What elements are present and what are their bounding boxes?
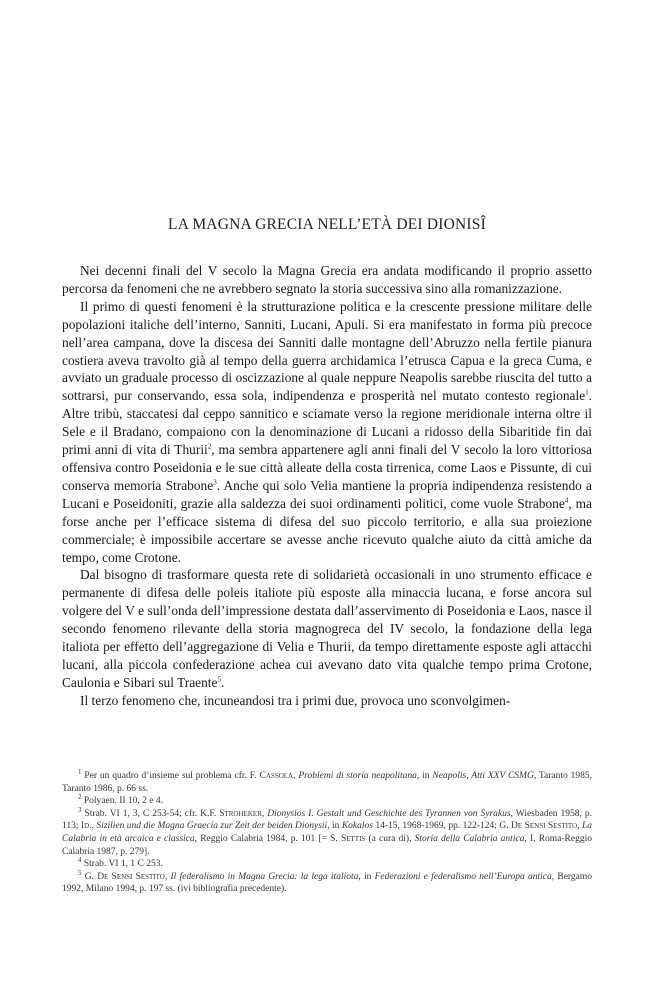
- text-run: ,: [293, 771, 299, 781]
- text-run: ,: [91, 821, 97, 832]
- italic-text: Dionysios I. Gestalt und Geschichte des Tyrannen von Syrakus: [267, 808, 511, 819]
- note-ref: 4: [564, 496, 569, 505]
- footnote: [62, 858, 592, 871]
- text-run: , Wiesbaden 1958, p. 113;: [62, 808, 593, 832]
- note-ref: 4: [78, 856, 82, 864]
- text-run: . Altre tribù, staccatesi dal ceppo sannitico e sciamate verso la regione meridionale interna oltre il Sele e il Bradano, compaiono con la denominazione di Lucani a ridosso della Sibaritide fin dai primi anni di vita di Thurii: [62, 388, 592, 458]
- text-run: , Taranto 1985, Taranto 1986, p. 66 ss.: [62, 771, 593, 794]
- text-run: , in: [358, 871, 375, 882]
- text-run: .: [220, 674, 225, 690]
- text-run: (a cura di),: [365, 833, 415, 844]
- text-run: ,: [577, 821, 582, 832]
- author-name: Id.: [80, 821, 92, 832]
- author-name: De Sensi Sestito: [511, 821, 578, 832]
- text-run: , in: [416, 771, 433, 781]
- footnote: [62, 767, 593, 795]
- author-name: Settis: [340, 833, 366, 844]
- italic-text: Sizilien und die Magna Graecia zur Zeit der beiden Dionysii: [96, 821, 328, 832]
- paragraph: [62, 692, 592, 710]
- note-ref: 1: [585, 388, 589, 397]
- text-run: Strab. VI 1, 1 C 253.: [81, 859, 163, 870]
- note-ref: 2: [207, 442, 212, 451]
- footnote: [62, 805, 593, 858]
- text-run: ,: [164, 871, 171, 882]
- text-run: , I, Roma-Reggio Calabria 1987, p. 279].: [62, 833, 592, 857]
- note-ref: 5: [78, 868, 82, 877]
- author-name: De Sensi Sestito: [97, 871, 165, 882]
- note-ref: 2: [78, 793, 82, 802]
- italic-text: La Calabria in età arcaica e classica: [62, 821, 592, 844]
- author-name: Stroheker: [219, 808, 262, 819]
- italic-text: Federazioni e federalismo nell’Europa antica: [374, 871, 552, 882]
- text-run: Dal bisogno di trasformare questa rete di solidarietà occasionali in uno strumento efficace e permanente di difesa delle poleis italiote più esposte alla minaccia lucana, e forse ancora sul volgere del V e sull’onda dell’impressione destata dall’asservimento di Poseidonia e Laos, nasce il secondo fenomeno rilevante della storia magnogreca del IV secolo, la fondazione della lega italiota per effetto dell’aggregazione di Velia e Thurii, da tempo direttamente esposte agli attacchi lucani, alla piccola confederazione achea cui avevano dato vita qualche tempo prima Crotone, Caulonia e Sibari sul Traente: [62, 567, 592, 690]
- italic-text: Storia della Calabria antica: [414, 833, 525, 844]
- text-run: , in: [327, 821, 342, 832]
- text-run: ,: [261, 808, 268, 819]
- italic-text: Problemi di storia neapolitana: [298, 771, 417, 781]
- text-run: Strab. VI 1, 3, C 253-54; cfr. K.F.: [81, 808, 220, 819]
- text-run: , Reggio Calabria 1984, p. 101 [= S.: [194, 833, 341, 844]
- text-run: Nei decenni finali del V secolo la Magna Grecia era andata modificando il proprio assetto percorsa da fenomeni che ne avrebbero segnato la storia successiva sino alla romanizzazione.: [62, 263, 592, 296]
- text-run: , Bergamo 1992, Milano 1994, p. 197 ss. (ivi bibliografia precedente).: [62, 871, 593, 895]
- footnote: [62, 795, 592, 808]
- paragraph: [62, 566, 592, 691]
- note-ref: 1: [78, 767, 82, 776]
- text-run: , ma forse anche per l’efficace sistema di difesa del suo piccolo territorio, e alla sua proiezione commerciale; è impossibile accertare se avesse anche ricevuto qualche aiuto da città amiche da tempo, come Crotone.: [62, 495, 592, 565]
- footnotes: [62, 767, 593, 896]
- paragraph: [62, 298, 592, 567]
- note-ref: 3: [78, 805, 82, 814]
- italic-text: Kokalos: [341, 821, 373, 832]
- chapter-title: LA MAGNA GRECIA NELL’ETÀ DEI DIONISÎ: [168, 216, 486, 233]
- text-run: . Anche qui solo Velia mantiene la propria indipendenza resistendo a Lucani e Poseidoniti, grazie alla saldezza dei suoi ordinamenti politici, come vuole Strabone: [62, 477, 592, 511]
- text-run: Per un quadro d’insieme sul problema cfr. F.: [81, 771, 260, 781]
- note-ref: 5: [217, 675, 221, 684]
- note-ref: 3: [213, 478, 217, 487]
- author-name: Cassola: [259, 771, 294, 781]
- footnote: [62, 868, 593, 896]
- italic-text: Neapolis, Atti XXV CSMG: [432, 771, 534, 781]
- italic-text: Il federalismo in Magna Grecia: la lega italiota: [170, 871, 359, 882]
- text-run: Il terzo fenomeno che, incuneandosi tra i primi due, provoca uno sconvolgimen-: [80, 692, 511, 708]
- text-run: , ma sembra appartenere agli anni finali del V secolo la loro vittoriosa offensiva contro Poseidonia e le sue città alleate della costa tirrenica, come Laos e Pissunte, di cui conserva memoria Strabone: [62, 442, 592, 493]
- text-run: 14-15, 1968-1969, pp. 122-124; G.: [372, 821, 512, 832]
- text-run: Il primo di questi fenomeni è la strutturazione politica e la crescente pressione militare delle popolazioni italiche dell’interno, Sanniti, Lucani, Apuli. Si era manifestato in forma più precoce nell’area campana, dove la discesa dei Sanniti dalle montagne dell’Abruzzo nella fertile pianura costiera aveva travolto già al tempo della guerra archidamica l’etrusca Capua e la greca Cuma, e avviato un graduale processo di oscizzazione al quale neppure Neapolis sarebbe riuscita del tutto a sottrarsi, pur conservando, essa sola, indipendenza e prosperità nel mutato contesto regionale: [62, 298, 592, 404]
- text-run: G.: [81, 871, 98, 882]
- text-run: Polyaen. II 10, 2 e 4.: [81, 796, 164, 807]
- body-text: [62, 262, 592, 710]
- paragraph: [62, 262, 592, 298]
